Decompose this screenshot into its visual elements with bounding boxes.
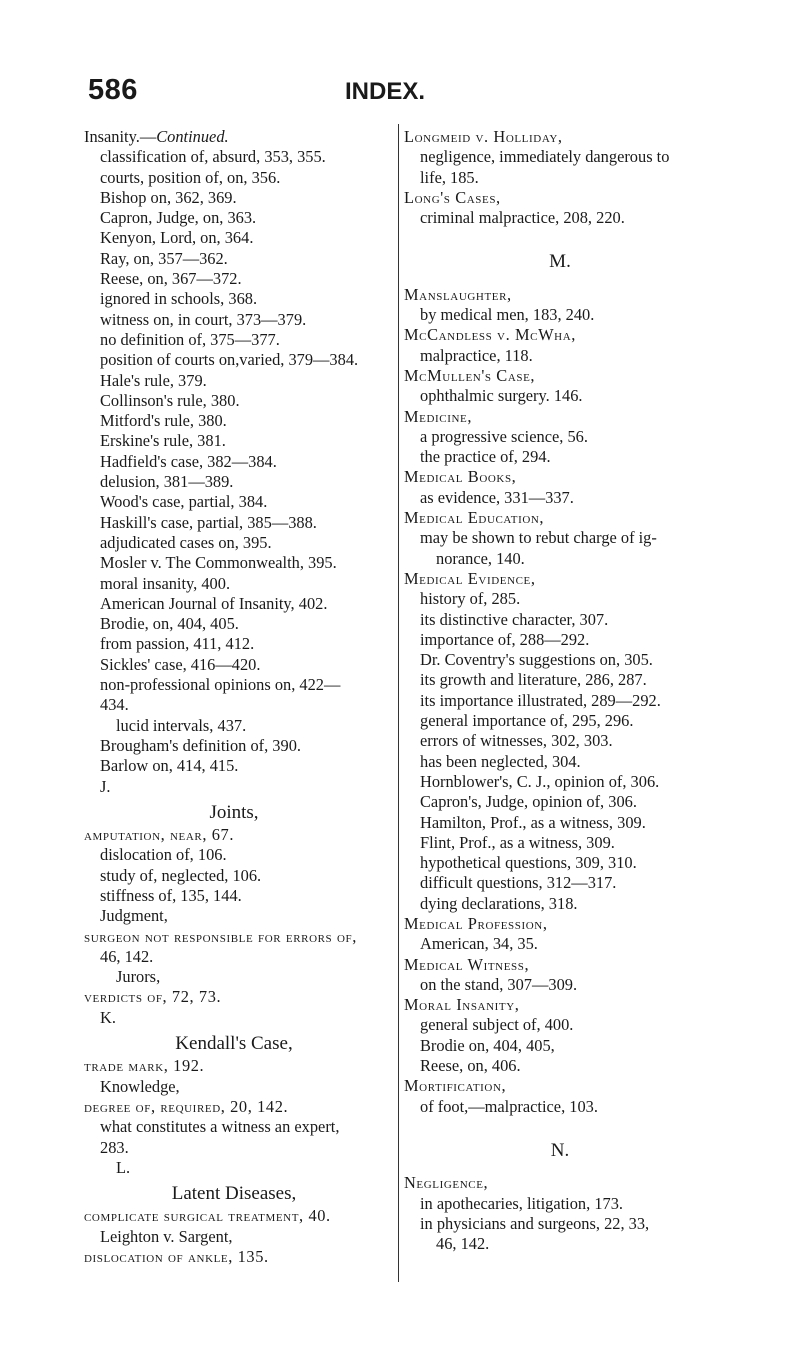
index-entry: Flint, Prof., as a witness, 309. [420, 832, 615, 852]
index-entry: Hale's rule, 379. [100, 370, 207, 390]
index-entry: Mosler v. The Commonwealth, 395. [100, 553, 337, 573]
index-entry-continuation: Jurors, [116, 967, 161, 987]
index-heading: complicate surgical treatment, 40. [84, 1206, 331, 1226]
index-entry: malpractice, 118. [420, 345, 533, 365]
index-entry: J. [100, 776, 111, 796]
index-entry: general subject of, 400. [420, 1015, 574, 1035]
index-entry: dislocation of, 106. [100, 845, 227, 865]
page-header [0, 74, 800, 114]
index-entry: as evidence, 331—337. [420, 487, 574, 507]
index-entry: Erskine's rule, 381. [100, 431, 226, 451]
index-heading: dislocation of ankle, 135. [84, 1247, 269, 1267]
running-title: INDEX. [345, 78, 426, 105]
index-entry: ophthalmic surgery. 146. [420, 386, 583, 406]
index-entry: Bishop on, 362, 369. [100, 187, 237, 207]
section-letter: Joints, [209, 801, 259, 823]
index-entry: classification of, absurd, 353, 355. [100, 147, 326, 167]
right-column [404, 127, 716, 1254]
index-heading: Manslaughter, [404, 284, 512, 304]
index-entry: witness on, in court, 373—379. [100, 309, 307, 329]
index-entry: Leighton v. Sargent, [100, 1226, 233, 1246]
index-entry-continuation: L. [116, 1157, 131, 1177]
index-entry: Ray, on, 357—362. [100, 248, 228, 268]
spacer [404, 1117, 716, 1135]
index-entry: Sickles' case, 416—420. [100, 654, 261, 674]
index-entry: hypothetical questions, 309, 310. [420, 853, 637, 873]
index-entry: its distinctive character, 307. [420, 609, 609, 629]
index-entry: stiffness of, 135, 144. [100, 885, 242, 905]
index-entry: life, 185. [420, 167, 479, 187]
index-entry: Haskill's case, partial, 385—388. [100, 512, 317, 532]
index-heading: Medical Books, [404, 467, 517, 487]
index-entry: American, 34, 35. [420, 934, 538, 954]
index-heading: Negligence, [404, 1173, 489, 1193]
index-entry: non-professional opinions on, 422— [100, 675, 341, 695]
index-entry: Knowledge, [100, 1076, 180, 1096]
index-entry: general importance of, 295, 296. [420, 711, 634, 731]
index-entry: American Journal of Insanity, 402. [100, 593, 328, 613]
index-entry: courts, position of, on, 356. [100, 167, 281, 187]
index-entry: adjudicated cases on, 395. [100, 532, 272, 552]
section-letter: Latent Diseases, [171, 1183, 297, 1205]
index-heading: surgeon not responsible for errors of, [84, 926, 357, 946]
index-heading: McCandless v. McWha, [404, 325, 576, 345]
index-entry: 46, 142. [100, 946, 154, 966]
column-divider [398, 124, 399, 1282]
index-entry-continuation: norance, 140. [436, 548, 525, 568]
index-entry: its growth and literature, 286, 287. [420, 670, 647, 690]
index-entry: difficult questions, 312—317. [420, 873, 617, 893]
left-column [84, 127, 384, 1267]
index-entry: its importance illustrated, 289—292. [420, 690, 661, 710]
index-entry-continuation: lucid intervals, 437. [116, 715, 247, 735]
index-heading: Mortification, [404, 1076, 507, 1096]
index-entry: criminal malpractice, 208, 220. [420, 208, 625, 228]
index-heading: Moral Insanity, [404, 995, 520, 1015]
index-heading: amputation, near, 67. [84, 825, 235, 845]
index-heading: Insanity.—Continued. [84, 127, 229, 146]
index-entry: Capron's, Judge, opinion of, 306. [420, 792, 637, 812]
index-entry: Barlow on, 414, 415. [100, 756, 239, 776]
index-entry: Reese, on, 367—372. [100, 269, 242, 289]
index-heading: Longmeid v. Holliday, [404, 127, 563, 146]
index-entry: Capron, Judge, on, 363. [100, 208, 257, 228]
index-entry: Wood's case, partial, 384. [100, 492, 268, 512]
index-entry: has been neglected, 304. [420, 751, 581, 771]
index-entry: from passion, 411, 412. [100, 634, 255, 654]
index-entry: the practice of, 294. [420, 447, 551, 467]
index-heading: Medical Profession, [404, 913, 548, 933]
section-letter: M. [549, 251, 571, 273]
index-entry: Kenyon, Lord, on, 364. [100, 228, 254, 248]
index-entry: errors of witnesses, 302, 303. [420, 731, 613, 751]
index-entry: no definition of, 375—377. [100, 329, 280, 349]
index-entry: what constitutes a witness an expert, [100, 1117, 340, 1137]
index-entry: history of, 285. [420, 589, 521, 609]
index-entry: Mitford's rule, 380. [100, 411, 227, 431]
index-heading: Long's Cases, [404, 187, 501, 207]
index-entry: delusion, 381—389. [100, 472, 234, 492]
index-entry: 283. [100, 1137, 129, 1157]
index-entry: position of courts on,varied, 379—384. [100, 350, 359, 370]
index-entry: K. [100, 1007, 116, 1027]
index-entry: ignored in schools, 368. [100, 289, 258, 309]
index-heading: Medicine, [404, 406, 473, 426]
index-entry: Hornblower's, C. J., opinion of, 306. [420, 771, 660, 791]
index-entry: dying declarations, 318. [420, 893, 578, 913]
index-entry: importance of, 288—292. [420, 629, 590, 649]
index-entry: 434. [100, 695, 129, 715]
index-heading: Medical Witness, [404, 954, 530, 974]
index-entry: Brougham's definition of, 390. [100, 735, 301, 755]
index-entry: Reese, on, 406. [420, 1056, 521, 1076]
section-letter: Kendall's Case, [175, 1033, 293, 1055]
index-entry: Judgment, [100, 906, 168, 926]
index-heading: degree of, required, 20, 142. [84, 1096, 289, 1116]
index-entry-continuation: 46, 142. [436, 1234, 490, 1254]
section-letter: N. [550, 1139, 570, 1161]
index-entry: moral insanity, 400. [100, 573, 231, 593]
index-entry: Dr. Coventry's suggestions on, 305. [420, 650, 653, 670]
spacer [404, 275, 716, 285]
spacer [404, 228, 716, 246]
index-entry: Collinson's rule, 380. [100, 390, 240, 410]
index-entry: negligence, immediately dangerous to [420, 147, 670, 167]
index-heading: Medical Evidence, [404, 568, 536, 588]
index-entry: Brodie, on, 404, 405. [100, 614, 239, 634]
index-heading: McMullen's Case, [404, 365, 536, 385]
page-number: 586 [88, 74, 138, 106]
index-entry: on the stand, 307—309. [420, 974, 578, 994]
index-entry: study of, neglected, 106. [100, 865, 262, 885]
spacer [404, 1163, 716, 1173]
index-entry: Brodie on, 404, 405, [420, 1035, 555, 1055]
index-entry: in apothecaries, litigation, 173. [420, 1193, 624, 1213]
index-entry: in physicians and surgeons, 22, 33, [420, 1213, 650, 1233]
index-heading: verdicts of, 72, 73. [84, 987, 222, 1007]
index-entry: Hamilton, Prof., as a witness, 309. [420, 812, 646, 832]
index-heading: trade mark, 192. [84, 1056, 205, 1076]
index-entry: may be shown to rebut charge of ig- [420, 528, 657, 548]
index-entry: Hadfield's case, 382—384. [100, 451, 277, 471]
index-entry: by medical men, 183, 240. [420, 305, 595, 325]
index-entry: a progressive science, 56. [420, 426, 588, 446]
index-entry: of foot,—malpractice, 103. [420, 1096, 598, 1116]
index-heading: Medical Education, [404, 508, 545, 528]
